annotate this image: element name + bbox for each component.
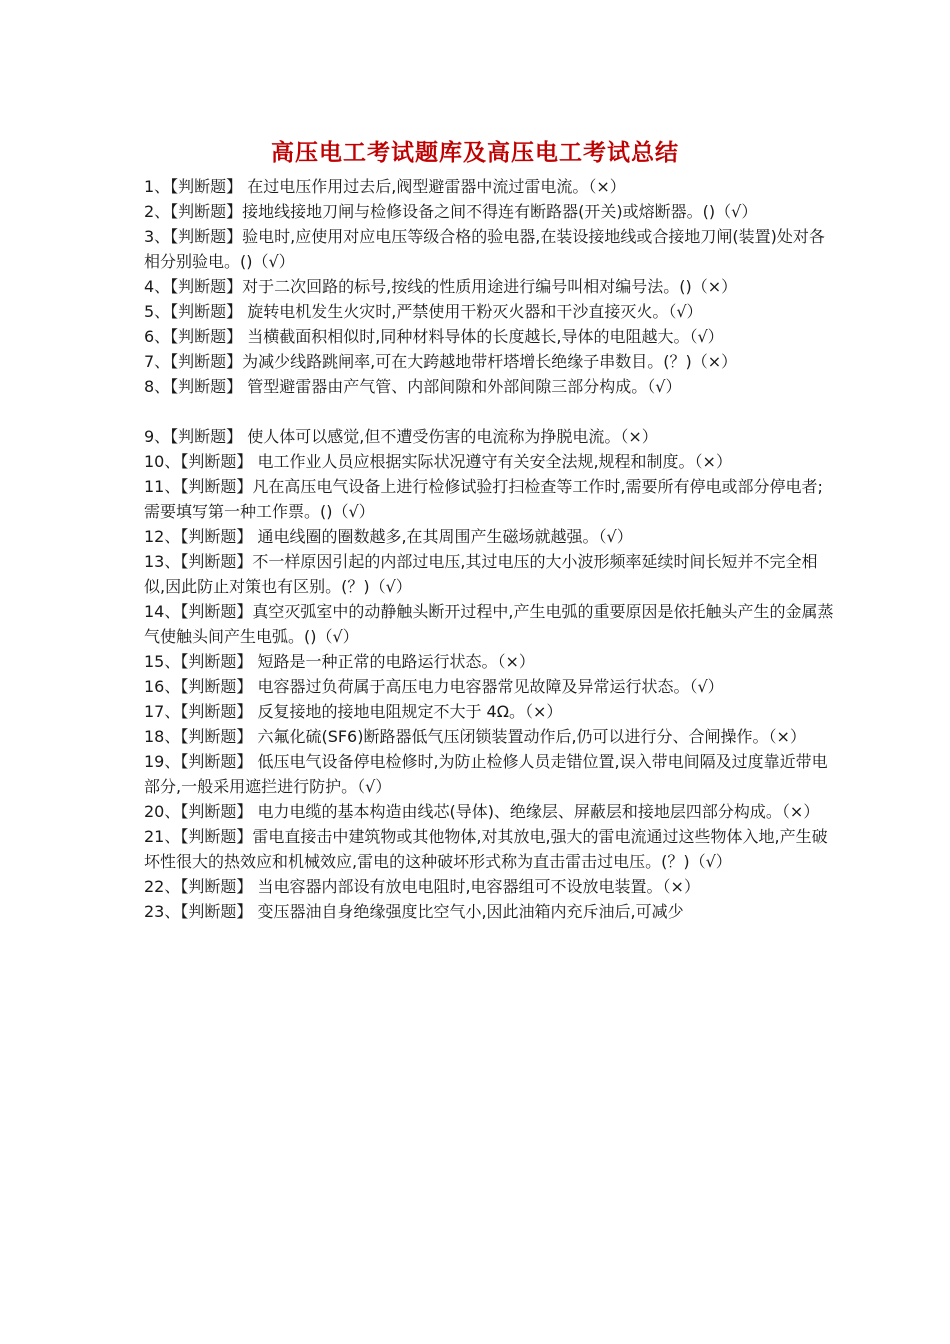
question-item: 19、【判断题】 低压电气设备停电检修时,为防止检修人员走错位置,误入带电间隔及过度靠近带电部分,一般采用遮拦进行防护。（√） (144, 752, 828, 796)
question-item: 10、【判断题】 电工作业人员应根据实际状况遵守有关安全法规,规程和制度。（×） (144, 452, 732, 471)
question-item: 1、【判断题】 在过电压作用过去后,阀型避雷器中流过雷电流。（×） (144, 177, 626, 196)
question-item: 13、【判断题】不一样原因引起的内部过电压,其过电压的大小波形频率延续时间长短并不完全相似,因此防止对策也有区别。(？)（√） (144, 552, 818, 596)
question-item: 6、【判断题】 当横截面积相似时,同种材料导体的长度越长,导体的电阻越大。（√） (144, 327, 724, 346)
question-list (144, 174, 834, 924)
question-item: 4、【判断题】对于二次回路的标号,按线的性质用途进行编号叫相对编号法。()（×） (144, 277, 738, 296)
question-item: 11、【判断题】凡在高压电气设备上进行检修试验打扫检查等工作时,需要所有停电或部分停电者;需要填写第一种工作票。()（√） (144, 477, 823, 521)
document-title: 高压电工考试题库及高压电工考试总结 (271, 139, 679, 166)
question-item: 8、【判断题】 管型避雷器由产气管、内部间隙和外部间隙三部分构成。（√） (144, 377, 682, 396)
question-item: 14、【判断题】真空灭弧室中的动静触头断开过程中,产生电弧的重要原因是依托触头产生的金属蒸气使触头间产生电弧。()（√） (144, 602, 834, 646)
question-item: 7、【判断题】为减少线路跳闸率,可在大跨越地带杆塔增长绝缘子串数目。(？)（×） (144, 352, 738, 371)
question-item: 12、【判断题】 通电线圈的圈数越多,在其周围产生磁场就越强。（√） (144, 527, 633, 546)
question-item: 20、【判断题】 电力电缆的基本构造由线芯(导体)、绝缘层、屏蔽层和接地层四部分构成。（×） (144, 802, 820, 821)
question-item: 9、【判断题】 使人体可以感觉,但不遭受伤害的电流称为挣脱电流。（×） (144, 427, 658, 446)
question-item: 18、【判断题】 六氟化硫(SF6)断路器低气压闭锁装置动作后,仍可以进行分、合闸操作。（×） (144, 727, 806, 746)
question-item: 16、【判断题】 电容器过负荷属于高压电力电容器常见故障及异常运行状态。（√） (144, 677, 724, 696)
question-item: 2、【判断题】接地线接地刀闸与检修设备之间不得连有断路器(开关)或熔断器。()（√） (144, 202, 758, 221)
question-item: 23、【判断题】 变压器油自身绝缘强度比空气小,因此油箱内充斥油后,可减少 (144, 902, 684, 921)
question-item: 17、【判断题】 反复接地的接地电阻规定不大于 4Ω。（×） (144, 702, 563, 721)
question-item: 5、【判断题】 旋转电机发生火灾时,严禁使用干粉灭火器和干沙直接灭火。（√） (144, 302, 703, 321)
question-item: 3、【判断题】验电时,应使用对应电压等级合格的验电器,在装设接地线或合接地刀闸(装置)处对各相分别验电。()（√） (144, 227, 825, 271)
question-item: 21、【判断题】雷电直接击中建筑物或其他物体,对其放电,强大的雷电流通过这些物体入地,产生破坏性很大的热效应和机械效应,雷电的这种破坏形式称为直击雷击过电压。(？)（√） (144, 827, 828, 871)
question-item: 22、【判断题】 当电容器内部设有放电电阻时,电容器组可不设放电装置。（×） (144, 877, 700, 896)
question-item: 15、【判断题】 短路是一种正常的电路运行状态。（×） (144, 652, 535, 671)
